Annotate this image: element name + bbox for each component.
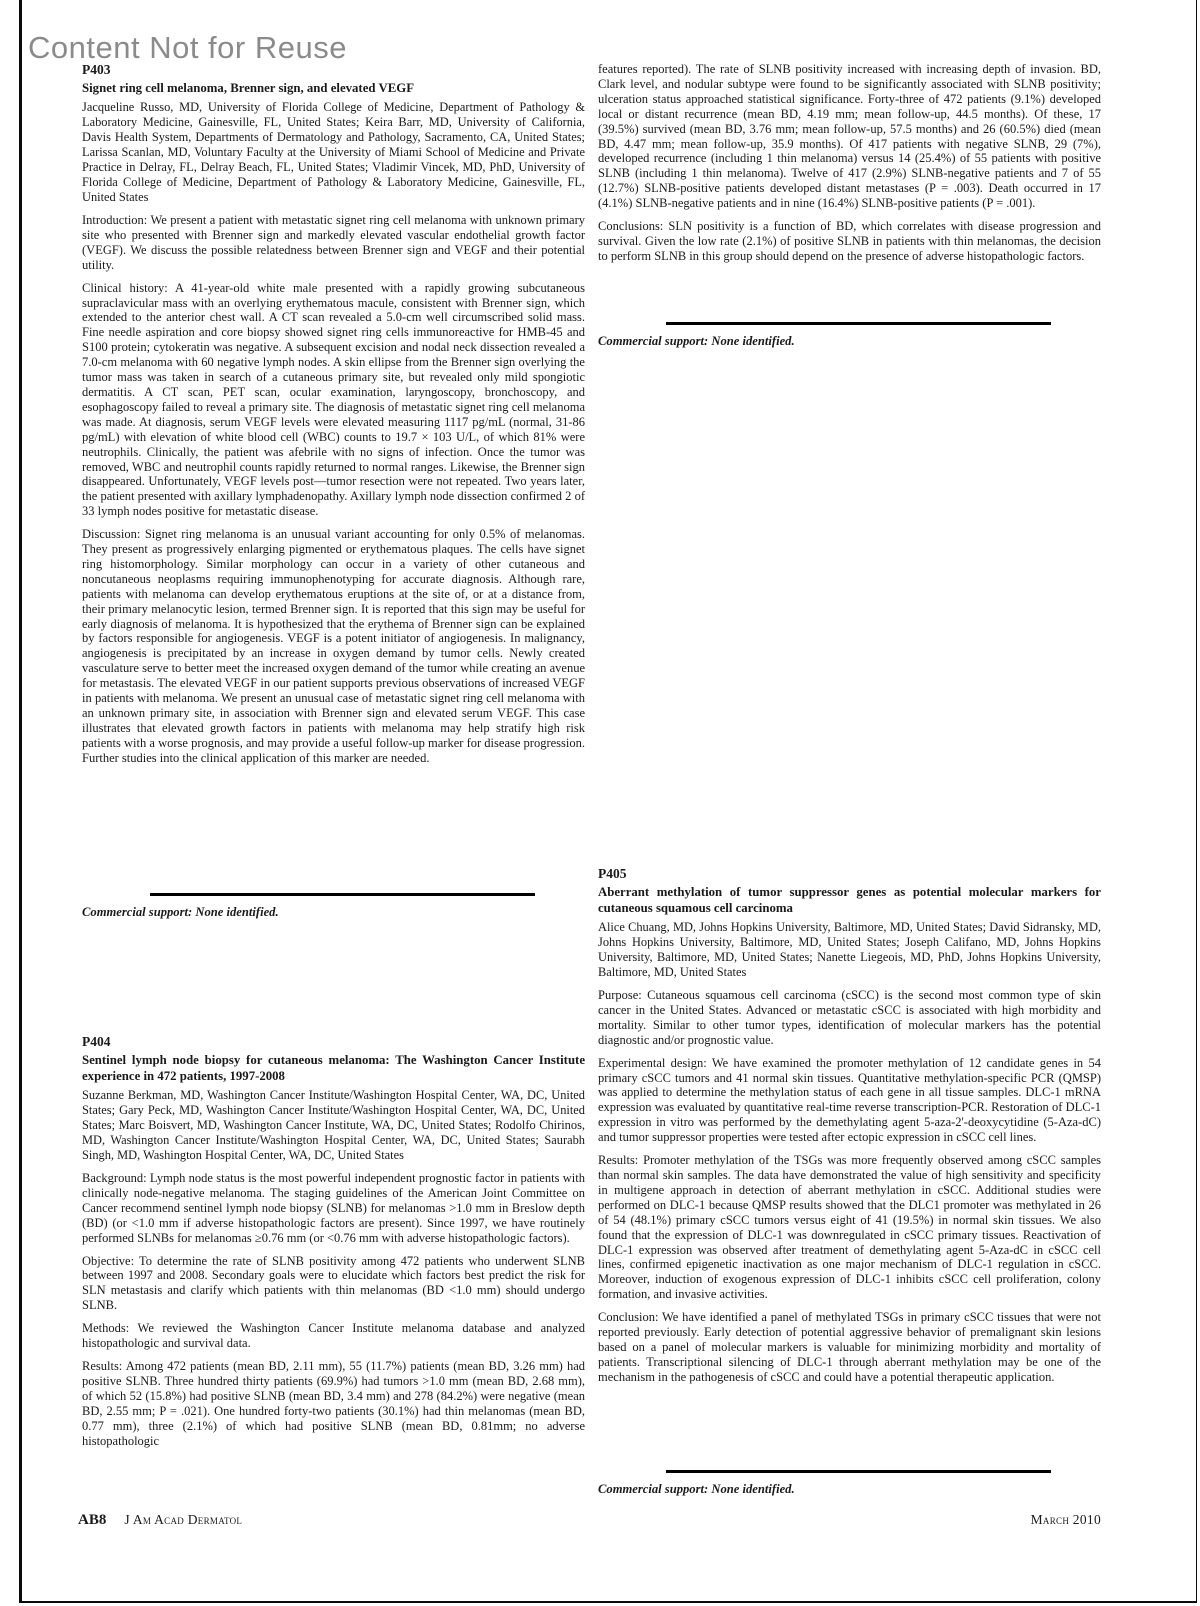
p404-continuation	[598, 62, 1101, 272]
p404-methods: Methods: We reviewed the Washington Cancer Institute melanoma database and analyzed histopathologic and survival data.	[82, 1321, 585, 1351]
footer-left	[78, 1512, 242, 1529]
p403-clinical-history: Clinical history: A 41-year-old white male presented with a rapidly growing subcutaneous supraclavicular mass with an overlying erythematous macule, consistent with Brenner sign, which extended to the anterior chest wall. A CT scan revealed a 5.0-cm well circumscribed solid mass. Fine needle aspiration and core biopsy showed signet ring cells immunoreactive for HMB-45 and S100 protein; cytokeratin was negative. A subsequent excision and nodal neck dissection revealed a 7.0-cm melanoma with 60 negative lymph nodes. A skin ellipse from the Brenner sign overlying the tumor mass was taken in search of a cutaneous primary site, but revealed only mild spongiotic dermatitis. A CT scan, PET scan, ocular examination, laryngoscopy, bronchoscopy, and esophagoscopy failed to reveal a primary site. The diagnosis of metastatic signet ring cell melanoma was made. At diagnosis, serum VEGF levels were elevated measuring 1117 pg/mL (normal, 31-86 pg/mL) with elevation of white blood cell (WBC) counts to 19.7 × 103 U/L, of which 81% were neutrophils. Clinically, the patient was afebrile with no signs of infection. Once the tumor was removed, WBC and neutrophil counts rapidly returned to normal ranges. Likewise, the Brenner sign disappeared. Unfortunately, VEGF levels post—tumor resection were not repeated. Two years later, the patient presented with axillary lymphadenopathy. Axillary lymph node dissection confirmed 2 of 33 lymph nodes positive for metastatic disease.	[82, 280, 585, 519]
p404-conclusions: Conclusions: SLN positivity is a function of BD, which correlates with disease progression and survival. Given the low rate (2.1%) of positive SLNB in patients with thin melanomas, the decision to perform SLNB in this group should depend on the presence of adverse histopathologic factors.	[598, 219, 1101, 263]
p404-commercial-support	[598, 322, 1101, 349]
p403-introduction: Introduction: We present a patient with metastatic signet ring cell melanoma with unknown primary site who presented with Brenner sign and markedly elevated vascular endothelial growth factor (VEGF). We discuss the possible relatedness between Brenner sign and VEGF and their potential utility.	[82, 213, 585, 272]
abstract-number-p405: P405	[598, 866, 627, 881]
abstract-title-p405: Aberrant methylation of tumor suppressor genes as potential molecular markers for cutaneous squamous cell carcinoma	[598, 885, 1101, 915]
p405-conclusion: Conclusion: We have identified a panel of methylated TSGs in primary cSCC tissues that were not reported previously. Early detection of potential aggressive behavior of premalignant skin lesions based on a panel of molecular markers is valuable for minimizing morbidity and mortality of patients. Transcriptional silencing of DLC-1 through aberrant methylation may be one of the mechanism in the pathogenesis of cSCC and could have a potential therapeutic application.	[598, 1310, 1101, 1384]
p403-commercial-support	[82, 893, 585, 920]
journal-name: J Am Acad Dermatol	[124, 1512, 243, 1527]
support-rule	[666, 322, 1051, 325]
page-number: AB8	[78, 1512, 107, 1528]
support-rule	[666, 1470, 1051, 1473]
p404-results-part1: Results: Among 472 patients (mean BD, 2.11 mm), 55 (11.7%) patients (mean BD, 3.26 mm) had positive SLNB. Three hundred thirty patients (69.9%) had tumors >1.0 mm (mean BD, 2.68 mm), of which 52 (15.8%) had positive SLNB (mean BD, 3.4 mm) and 278 (84.2%) were negative (mean BD, 2.55 mm; P = .021). One hundred forty-two patients (30.1%) had thin melanomas (mean BD, 0.77 mm), three (2.1%) of which had positive SLNB (mean BD, 0.81mm; no adverse histopathologic	[82, 1358, 585, 1448]
watermark-text: Content Not for Reuse	[28, 30, 347, 65]
abstract-title-p404: Sentinel lymph node biopsy for cutaneous melanoma: The Washington Cancer Institute experience in 472 patients, 1997-2008	[82, 1053, 585, 1083]
abstract-p403	[82, 62, 585, 774]
support-text: Commercial support: None identified.	[598, 334, 795, 348]
p404-background: Background: Lymph node status is the most powerful independent prognostic factor in patients with clinically node-negative melanoma. The staging guidelines of the American Joint Committee on Cancer recommend sentinel lymph node biopsy (SLNB) for melanomas >1.0 mm in Breslow depth (BD) (or <1.0 mm if adverse histopathologic factors are present). Since 1997, we have routinely performed SLNBs for melanomas ≥0.76 mm (or <0.76 mm with adverse histopathologic factors).	[82, 1171, 585, 1245]
abstract-p404	[82, 1034, 585, 1456]
abstract-title-p403: Signet ring cell melanoma, Brenner sign, and elevated VEGF	[82, 81, 415, 95]
p405-experimental-design: Experimental design: We have examined the promoter methylation of 12 candidate genes in 54 primary cSCC tumors and 41 normal skin tissues. Quantitative methylation-specific PCR (QMSP) was applied to determine the methylation status of each gene in all tissue samples. DLC-1 mRNA expression was evaluated by quantitative real-time reverse transcription-PCR. Restoration of DLC-1 expression in vitro was performed by the demethylating agent 5-aza-2'-deoxycytidine (5-Aza-dC) and tumor suppressor properties were tested after ectopic expression in cSCC cell lines.	[598, 1055, 1101, 1145]
p403-discussion: Discussion: Signet ring melanoma is an unusual variant accounting for only 0.5% of melanomas. They present as progressively enlarging pigmented or erythematous plaques. The cells have signet ring histomorphology. Similar morphology can occur in a variety of other cutaneous and noncutaneous neoplasms requiring immunophenotyping for accurate diagnosis. Although rare, patients with melanoma can develop erythematous eruptions at the site of, or at a distance from, their primary melanocytic lesion, termed Brenner sign. It is reported that this sign may be useful for early diagnosis of melanoma. It is hypothesized that the erythema of Brenner sign can be explained by factors responsible for angiogenesis. VEGF is a potent initiator of angiogenesis. In malignancy, angiogenesis is precipitated by an increase in oxygen demand by tumor cells. Newly created vasculature serve to better meet the increased oxygen demand of the tumor while creating an avenue for metastasis. The elevated VEGF in our patient supports previous observations of increased VEGF in patients with melanoma. We present an unusual case of metastatic signet ring cell melanoma with an unknown primary site, in association with Brenner sign and elevated serum VEGF. This case illustrates that elevated growth factors in patients with melanoma may help stratify high risk patients with a worse prognosis, and may provide a useful follow-up marker for disease progression. Further studies into the clinical application of this marker are needed.	[82, 527, 585, 765]
p405-commercial-support	[598, 1470, 1101, 1497]
p404-results-part2: features reported). The rate of SLNB positivity increased with increasing depth of invasion. BD, Clark level, and nodular subtype were found to be significantly associated with SLNB positivity; ulceration status approached statistical significance. Forty-three of 472 patients (9.1%) developed local or distant recurrence (mean BD, 4.19 mm; mean follow-up, 44.5 months). Of these, 17 (39.5%) survived (mean BD, 3.76 mm; mean follow-up, 57.5 months) and 26 (60.5%) died (mean BD, 4.47 mm; mean follow-up, 35.9 months). Of 417 patients with negative SLNB, 29 (7%), developed recurrence (including 1 thin melanoma) versus 14 (25.4%) of 55 patients with positive SLNB (including 1 thin melanoma). Twelve of 417 (2.9%) SLNB-negative patients and 7 of 55 (12.7%) SLNB-positive patients developed distant metastases (P = .003). Death occurred in 17 (4.1%) SLNB-negative patients and in nine (16.4%) SLNB-positive patients (P = .001).	[598, 62, 1101, 211]
support-text: Commercial support: None identified.	[82, 905, 279, 919]
abstract-authors-p404: Suzanne Berkman, MD, Washington Cancer Institute/Washington Hospital Center, WA, DC, United States; Gary Peck, MD, Washington Cancer Institute/Washington Hospital Center, WA, DC, United States; Marc Boisvert, MD, Washington Cancer Institute, WA, DC, United States; Rodolfo Chirinos, MD, Washington Cancer Institute/Washington Hospital Center, WA, DC, United States; Saurabh Singh, MD, Washington Hospital Center, WA, DC, United States	[82, 1088, 585, 1162]
p405-purpose: Purpose: Cutaneous squamous cell carcinoma (cSCC) is the second most common type of skin cancer in the United States. Advanced or metastatic cSCC is associated with high morbidity and mortality. Similar to other tumor types, identification of molecular markers has the potential diagnostic and/or prognostic value.	[598, 988, 1101, 1047]
abstract-number-p404: P404	[82, 1034, 111, 1049]
abstract-authors-p403: Jacqueline Russo, MD, University of Florida College of Medicine, Department of Pathology & Laboratory Medicine, Gainesville, FL, United States; Keira Barr, MD, University of California, Davis Health System, Departments of Dermatology and Pathology, Sacramento, CA, United States; Larissa Scanlan, MD, Voluntary Faculty at the University of Miami School of Medicine and Private Practice in Delray, FL, Delray Beach, FL, United States; Vladimir Vincek, MD, PhD, University of Florida College of Medicine, Department of Pathology & Laboratory Medicine, Gainesville, FL, United States	[82, 100, 585, 204]
p405-results: Results: Promoter methylation of the TSGs was more frequently observed among cSCC samples than normal skin samples. The data have demonstrated the value of high sensitivity and specificity in multigene approach in detection of aberrant methylation in cSCC. Additional studies were performed on DLC-1 because QMSP results showed that the DLC1 promoter was methylated in 26 of 54 (48.1%) primary cSCC tumors versus eight of 41 (19.5%) in normal skin tissues. We also found that the expression of DLC-1 was downregulated in cSCC primary tissues. Reactivation of DLC-1 expression was observed after treatment of demethylating agent 5-Aza-dC in cSCC cell lines, confirmed epigenetic inactivation as one major mechanism of DLC-1 regulation in cSCC. Moreover, induction of exogenous expression of DLC-1 inhibits cSCC cell proliferation, colony formation, and invasive activities.	[598, 1153, 1101, 1302]
abstract-authors-p405: Alice Chuang, MD, Johns Hopkins University, Baltimore, MD, United States; David Sidransky, MD, Johns Hopkins University, Baltimore, MD, United States; Joseph Califano, MD, Johns Hopkins University, Baltimore, MD, United States; Nanette Liegeois, MD, PhD, Johns Hopkins University, Baltimore, MD, United States	[598, 920, 1101, 979]
p404-objective: Objective: To determine the rate of SLNB positivity among 472 patients who underwent SLNB between 1997 and 2008. Secondary goals were to elucidate which factors best predict the risk for SLN metastasis and clarify which patients with thin melanomas (BD <1.0 mm) should undergo SLNB.	[82, 1253, 585, 1313]
support-text: Commercial support: None identified.	[598, 1482, 795, 1496]
abstract-number-p403: P403	[82, 62, 111, 77]
page-footer	[78, 1512, 1101, 1529]
support-rule	[150, 893, 535, 896]
issue-date: March 2010	[1030, 1512, 1101, 1527]
abstract-p405	[598, 866, 1101, 1393]
